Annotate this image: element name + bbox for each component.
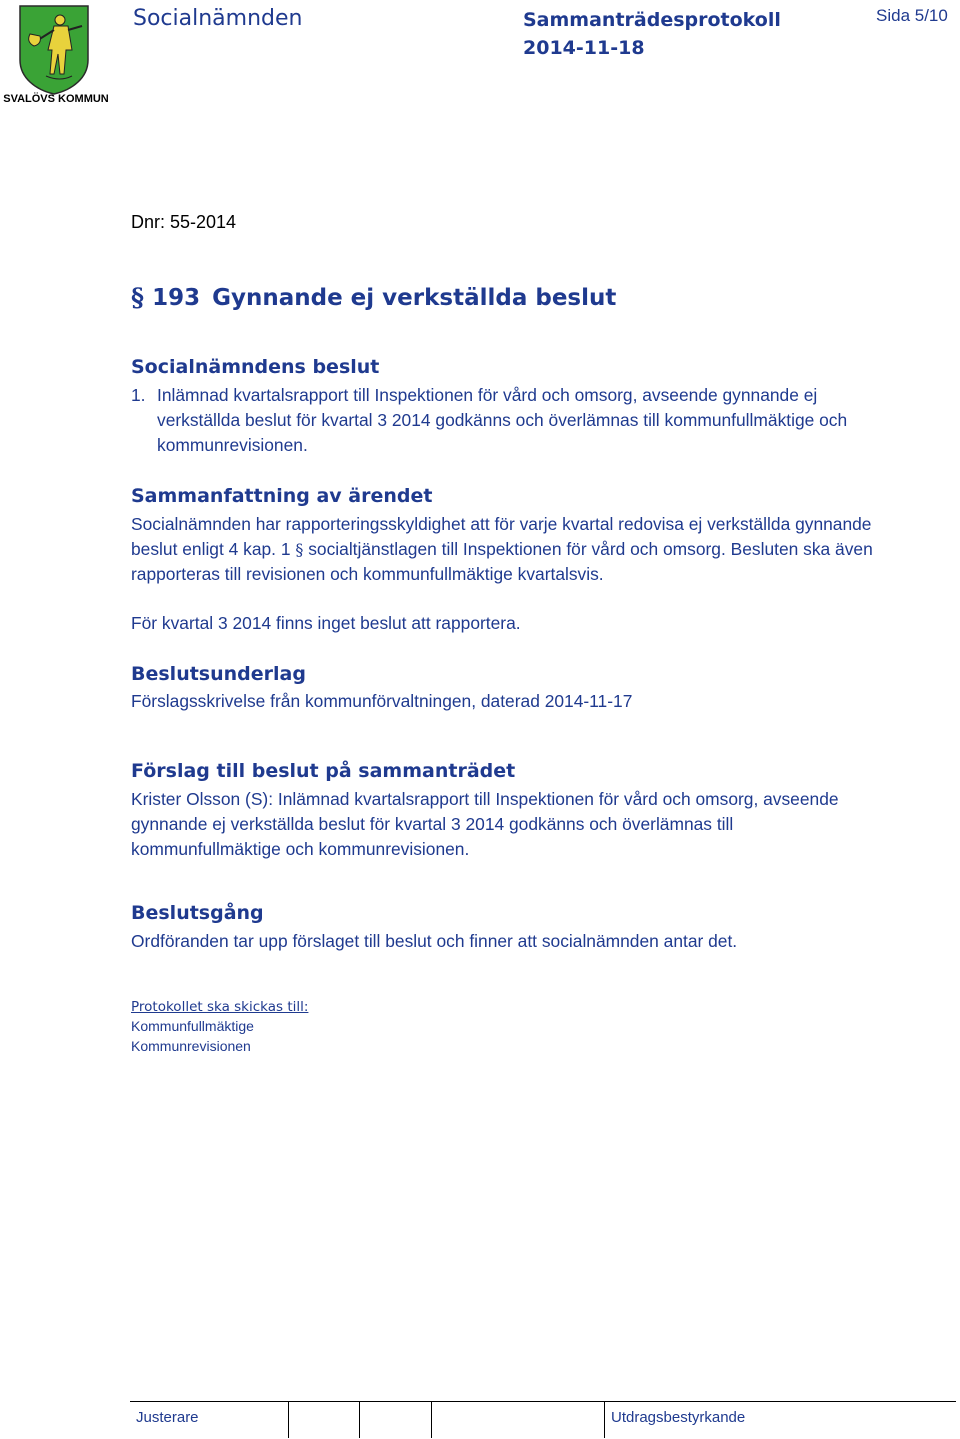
summary-line-1: Socialnämnden har rapporteringsskyldighet att för varje kvartal redovisa ej verkställda gynnande	[131, 514, 872, 534]
summary-line-2: beslut enligt 4 kap. 1 § socialtjänstlagen till Inspektionen för vård och omsorg. Besluten ska även	[131, 539, 873, 559]
section-number: 193	[152, 284, 201, 311]
protocol-date: 2014-11-18	[523, 37, 645, 59]
distribution-recipient: Kommunfullmäktige	[131, 1018, 254, 1034]
proposal-line-2: gynnande ej verkställda beslut för kvartal 3 2014 godkänns och överlämnas till	[131, 814, 734, 834]
section-sign-icon: §	[131, 283, 145, 312]
section-heading	[131, 283, 616, 312]
basis-heading: Beslutsunderlag	[131, 663, 306, 685]
summary-text	[131, 512, 960, 587]
coat-of-arms-icon	[16, 4, 112, 96]
procedure-heading: Beslutsgång	[131, 902, 264, 924]
basis-text: Förslagsskrivelse från kommunförvaltningen, daterad 2014-11-17	[131, 691, 633, 711]
decision-line-2: verkställda beslut för kvartal 3 2014 godkänns och överlämnas till kommunfullmäktige och	[157, 410, 848, 430]
summary-paragraph-2: För kvartal 3 2014 finns inget beslut att rapportera.	[131, 613, 521, 633]
page-number: Sida 5/10	[876, 6, 948, 25]
proposal-line-3: kommunfullmäktige och kommunrevisionen.	[131, 839, 470, 859]
procedure-text: Ordföranden tar upp förslaget till beslut och finner att socialnämnden antar det.	[131, 931, 738, 951]
footer-cell-signature-1	[289, 1402, 360, 1438]
organization-name: Socialnämnden	[133, 6, 303, 31]
decision-line-3: kommunrevisionen.	[157, 435, 308, 455]
summary-line-3: rapporteras till revisionen och kommunfullmäktige kvartalsvis.	[131, 564, 604, 584]
justerare-label: Justerare	[136, 1409, 199, 1426]
logo-caption: SVALÖVS KOMMUN	[3, 93, 109, 105]
protocol-title: Sammanträdesprotokoll	[523, 9, 781, 31]
section-title: Gynnande ej verkställda beslut	[212, 284, 617, 311]
section-sign-icon: §	[295, 540, 304, 559]
decision-heading: Socialnämndens beslut	[131, 356, 380, 378]
utdrag-label: Utdragsbestyrkande	[611, 1409, 746, 1426]
proposal-heading: Förslag till beslut på sammanträdet	[131, 760, 516, 782]
footer-cell-justerare	[130, 1402, 289, 1438]
decision-line-1: Inlämnad kvartalsrapport till Inspektionen för vård och omsorg, avseende gynnande ej	[157, 385, 818, 405]
decision-item-number: 1.	[131, 385, 146, 405]
summary-heading: Sammanfattning av ärendet	[131, 485, 433, 507]
footer-cell-signature-2	[360, 1402, 432, 1438]
footer-cell-utdrag	[605, 1402, 955, 1438]
protocol-header	[523, 6, 781, 62]
signature-footer	[130, 1401, 956, 1438]
case-number: Dnr: 55-2014	[131, 212, 237, 232]
proposal-text	[131, 787, 941, 862]
footer-cell-signature-3	[432, 1402, 605, 1438]
distribution-recipient: Kommunrevisionen	[131, 1038, 251, 1054]
proposal-line-1: Krister Olsson (S): Inlämnad kvartalsrapport till Inspektionen för vård och omsorg, avseende	[131, 789, 839, 809]
distribution-label: Protokollet ska skickas till:	[131, 999, 309, 1015]
decision-text	[131, 383, 931, 458]
